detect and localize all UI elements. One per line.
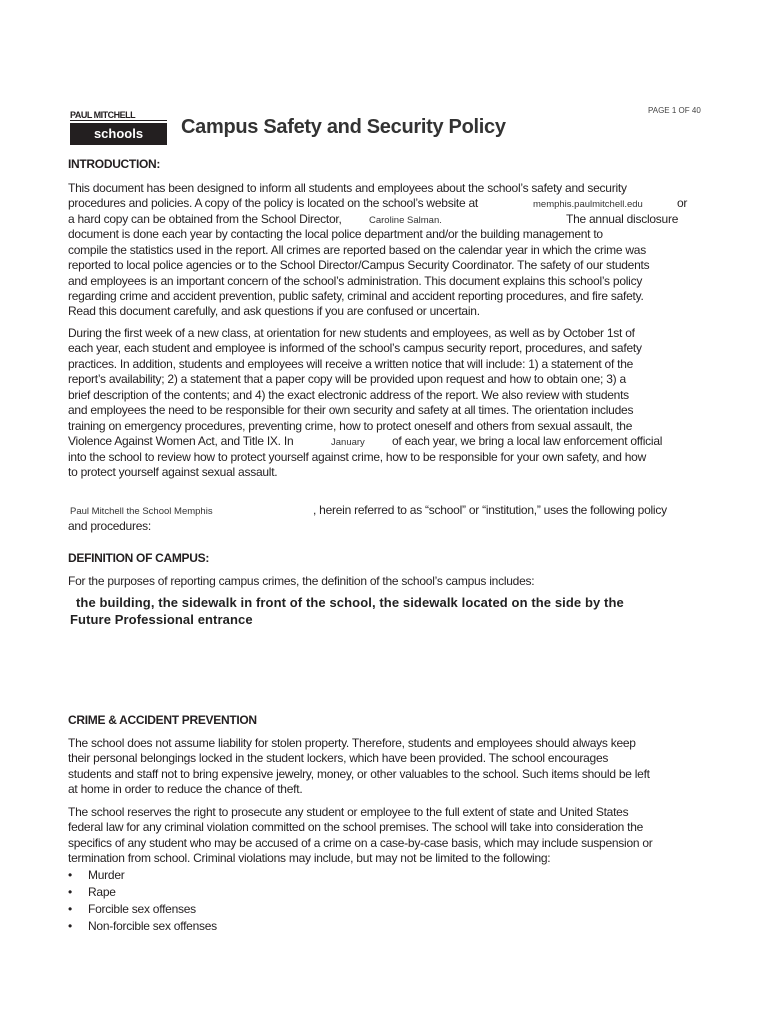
text-line: a hard copy can be obtained from the School Director,	[68, 212, 342, 226]
text-line: of each year, we bring a local law enforcement official	[392, 434, 663, 448]
page-title: Campus Safety and Security Policy	[181, 116, 506, 138]
text-line: For the purposes of reporting campus crimes, the definition of the school’s campus includes:	[68, 574, 535, 588]
month-field: January	[331, 437, 365, 448]
website-field: memphis.paulmitchell.edu	[533, 199, 643, 210]
text-line: document is done each year by contacting the local police department and/or the building management to	[68, 227, 603, 241]
campus-definition-line: the building, the sidewalk in front of the school, the sidewalk located on the side by the	[76, 595, 624, 610]
campus-heading: DEFINITION OF CAMPUS:	[68, 551, 210, 565]
list-item	[68, 919, 217, 933]
text-line: Violence Against Women Act, and Title IX. In	[68, 434, 294, 448]
logo-bottom-text: schools	[70, 123, 167, 145]
text-line: reported to local police agencies or to the School Director/Campus Security Coordinator. The safety of our students	[68, 258, 650, 272]
text-line: their personal belongings locked in the student lockers, which have been provided. The school encourages	[68, 751, 609, 765]
text-line: specifics of any student who may be accused of a crime on a case-by-case basis, which may include suspension or	[68, 836, 653, 850]
text-line: termination from school. Criminal violations may include, but may not be limited to the following:	[68, 851, 551, 865]
text-line: into the school to review how to protect yourself against crime, how to be responsible for your own safety, and how	[68, 450, 647, 464]
text-line: and employees is an important concern of the school’s administration. This document explains this school’s policy	[68, 274, 643, 288]
page-number: PAGE 1 OF 40	[648, 106, 701, 115]
text-line: federal law for any criminal violation committed on the school premises. The school will take into consideration the	[68, 820, 644, 834]
text-line: and procedures:	[68, 519, 151, 533]
text-line: each year, each student and employee is informed of the school’s campus security report, procedures, and safety	[68, 341, 642, 355]
text-line: During the first week of a new class, at orientation for new students and employees, as well as by October 1st of	[68, 326, 635, 340]
text-line: Read this document carefully, and ask questions if you are confused or uncertain.	[68, 304, 480, 318]
text-line: report’s availability; 2) a statement that a paper copy will be provided upon request and how to obtain one; 3) a	[68, 372, 626, 386]
list-item	[68, 902, 196, 916]
text-line: procedures and policies. A copy of the policy is located on the school’s website at	[68, 196, 478, 210]
crime-heading: CRIME & ACCIDENT PREVENTION	[68, 713, 257, 727]
text-line: The school does not assume liability for stolen property. Therefore, students and employees should always keep	[68, 736, 636, 750]
list-item-label: Non-forcible sex offenses	[88, 919, 217, 933]
logo-top-text: PAUL MITCHELL	[70, 110, 167, 121]
text-line: brief description of the contents; and 4) the exact electronic address of the report. We also review with students	[68, 388, 629, 402]
text-line: practices. In addition, students and employees will receive a written notice that will include: 1) a statement of the	[68, 357, 634, 371]
text-line: to protect yourself against sexual assault.	[68, 465, 278, 479]
text-line: training on emergency procedures, preventing crime, how to protect oneself and others from sexual assault, the	[68, 419, 633, 433]
text-line: The annual disclosure	[566, 212, 679, 226]
text-line: regarding crime and accident prevention, public safety, criminal and accident reporting procedures, and fire safety.	[68, 289, 644, 303]
bullet-icon: •	[68, 919, 72, 933]
director-field: Caroline Salman.	[369, 215, 442, 226]
list-item	[68, 885, 116, 899]
text-line: compile the statistics used in the report. All crimes are reported based on the calendar year in which the crime was	[68, 243, 646, 257]
text-line: or	[677, 196, 688, 210]
list-item	[68, 868, 125, 882]
list-item-label: Rape	[88, 885, 116, 899]
text-line: students and staff not to bring expensive jewelry, money, or other valuables to the school. Such items should be left	[68, 767, 650, 781]
bullet-icon: •	[68, 885, 72, 899]
bullet-icon: •	[68, 902, 72, 916]
text-line: and employees the need to be responsible for their own security and safety at all times. The orientation includes	[68, 403, 634, 417]
text-line: at home in order to reduce the chance of theft.	[68, 782, 303, 796]
school-logo	[70, 110, 167, 145]
campus-definition-line: Future Professional entrance	[70, 612, 253, 627]
list-item-label: Forcible sex offenses	[88, 902, 196, 916]
intro-heading: INTRODUCTION:	[68, 157, 161, 171]
bullet-icon: •	[68, 868, 72, 882]
text-line: The school reserves the right to prosecute any student or employee to the full extent of state and United States	[68, 805, 629, 819]
list-item-label: Murder	[88, 868, 125, 882]
institution-name-field: Paul Mitchell the School Memphis	[70, 506, 213, 517]
text-line: , herein referred to as “school” or “institution,” uses the following policy	[313, 503, 667, 517]
text-line: This document has been designed to inform all students and employees about the school’s safety and security	[68, 181, 627, 195]
